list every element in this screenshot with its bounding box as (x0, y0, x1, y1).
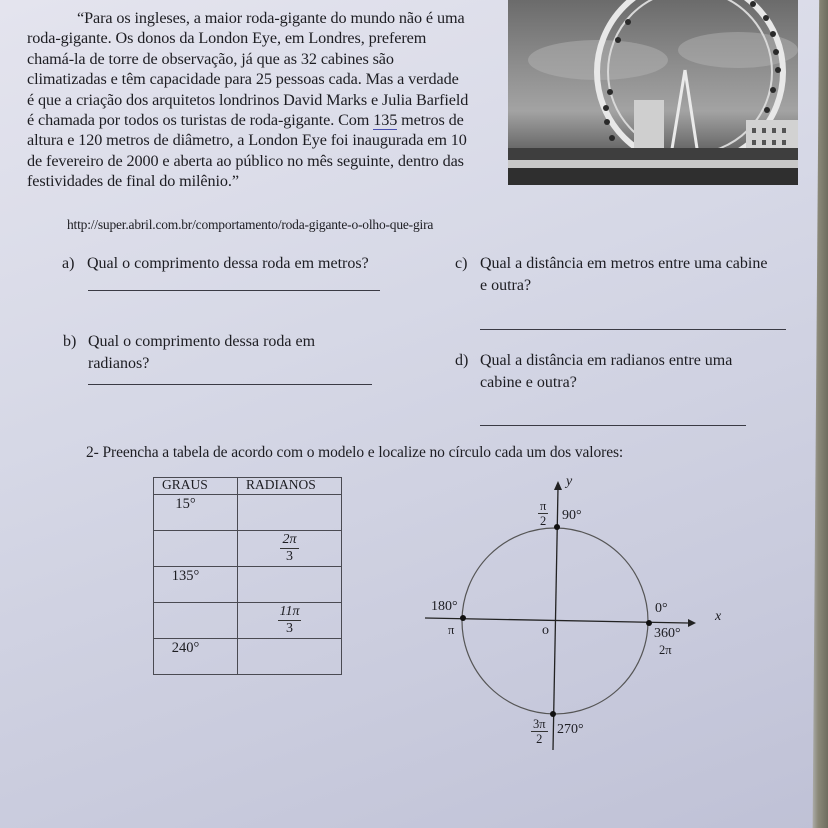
cell-graus[interactable]: 15° (154, 495, 238, 531)
cell-radianos-empty[interactable] (238, 639, 342, 675)
fraction: $\frac{2\pi}{3}$ (282, 532, 297, 564)
article-line: climatizadas e têm capacidade para 25 pessoas cada. Mas a verdade (27, 70, 459, 89)
label-90-deg: 90° (562, 508, 582, 523)
y-axis-label: y (566, 474, 573, 489)
article-line: festividades de final do milênio.” (27, 172, 239, 191)
point-0 (646, 620, 652, 626)
article-line: roda-gigante. Os donos da London Eye, em Londres, preferem (27, 29, 427, 48)
exercise-2-instruction: 2- Preencha a tabela de acordo com o modelo e localize no círculo cada um dos valores: (86, 444, 624, 461)
table-header-row (154, 478, 342, 495)
question-text-cont: radianos? (88, 355, 150, 372)
paper-edge-background (806, 0, 828, 828)
point-90 (554, 524, 560, 530)
cell-graus-empty[interactable] (154, 531, 238, 567)
table-row (154, 531, 342, 567)
fraction: $\frac{11\pi}{3}$ (279, 604, 300, 636)
cell-radianos-empty[interactable] (238, 567, 342, 603)
article-line: é chamada por todos os turistas de roda-gigante. Com 135 metros de (27, 111, 464, 130)
article-paragraph (27, 8, 499, 192)
table-row (154, 495, 342, 531)
answer-line-c[interactable] (480, 329, 786, 330)
handwritten-underline-135: 135 (373, 111, 398, 130)
label-0-deg: 0° (655, 601, 668, 616)
unit-circle-diagram (400, 470, 740, 760)
question-letter: c) (455, 255, 468, 272)
answer-line-b[interactable] (88, 384, 372, 385)
cell-radianos (238, 531, 342, 567)
table-row (154, 567, 342, 603)
question-letter: d) (455, 352, 469, 369)
label-360-deg: 360° (654, 626, 681, 641)
cell-radianos-empty[interactable] (238, 495, 342, 531)
point-270 (550, 711, 556, 717)
label-2pi: 2π (659, 643, 672, 657)
article-line: chamá-la de torre de observação, já que as 32 cabines são (27, 49, 394, 68)
answer-line-d[interactable] (480, 425, 746, 426)
label-3pi-over-2: $\frac{3\pi}{2}$ (533, 717, 546, 746)
question-letter: b) (63, 333, 77, 350)
origin-label: o (542, 623, 549, 638)
cell-graus[interactable]: 135° (154, 567, 238, 603)
table-row (154, 639, 342, 675)
cell-graus-empty[interactable] (154, 603, 238, 639)
answer-line-a[interactable] (88, 290, 380, 291)
header-graus: GRAUS (154, 478, 238, 495)
label-pi-over-2: $\frac{\pi}{2}$ (540, 499, 547, 528)
x-axis-label: x (715, 609, 722, 624)
header-radianos: RADIANOS (238, 478, 342, 495)
article-line: altura e 120 metros de diâmetro, a London Eye foi inaugurada em 10 (27, 131, 467, 150)
table-row (154, 603, 342, 639)
label-270-deg: 270° (557, 722, 584, 737)
question-text-cont: cabine e outra? (480, 374, 577, 391)
article-line: de fevereiro de 2000 e aberta ao público no mês seguinte, dentro das (27, 151, 464, 170)
label-pi: π (448, 623, 455, 637)
question-c (455, 253, 767, 297)
point-180 (460, 615, 466, 621)
question-text: Qual o comprimento dessa roda em (88, 333, 316, 350)
y-axis-arrow-icon (554, 481, 562, 490)
question-d (455, 350, 732, 394)
article-line: é que a criação dos arquitetos londrinos David Marks e Julia Barfield (27, 90, 469, 109)
question-b (63, 331, 315, 375)
cell-radianos (238, 603, 342, 639)
question-text: Qual a distância em metros entre uma cabine (480, 255, 768, 272)
question-text: Qual a distância em radianos entre uma (480, 352, 733, 369)
label-180-deg: 180° (431, 599, 458, 614)
london-eye-photo (508, 0, 798, 185)
article-line: “Para os ingleses, a maior roda-gigante do mundo não é uma (77, 9, 465, 27)
question-text-cont: e outra? (480, 277, 532, 294)
ferris-wheel-illustration (508, 0, 798, 185)
source-url: http://super.abril.com.br/comportamento/roda-gigante-o-olho-que-gira (67, 217, 434, 232)
x-axis-arrow-icon (688, 619, 696, 627)
question-text: Qual o comprimento dessa roda em metros? (87, 255, 369, 272)
question-a (62, 253, 369, 275)
degrees-radians-table (153, 477, 342, 675)
question-letter: a) (62, 255, 75, 272)
cell-graus[interactable]: 240° (154, 639, 238, 675)
